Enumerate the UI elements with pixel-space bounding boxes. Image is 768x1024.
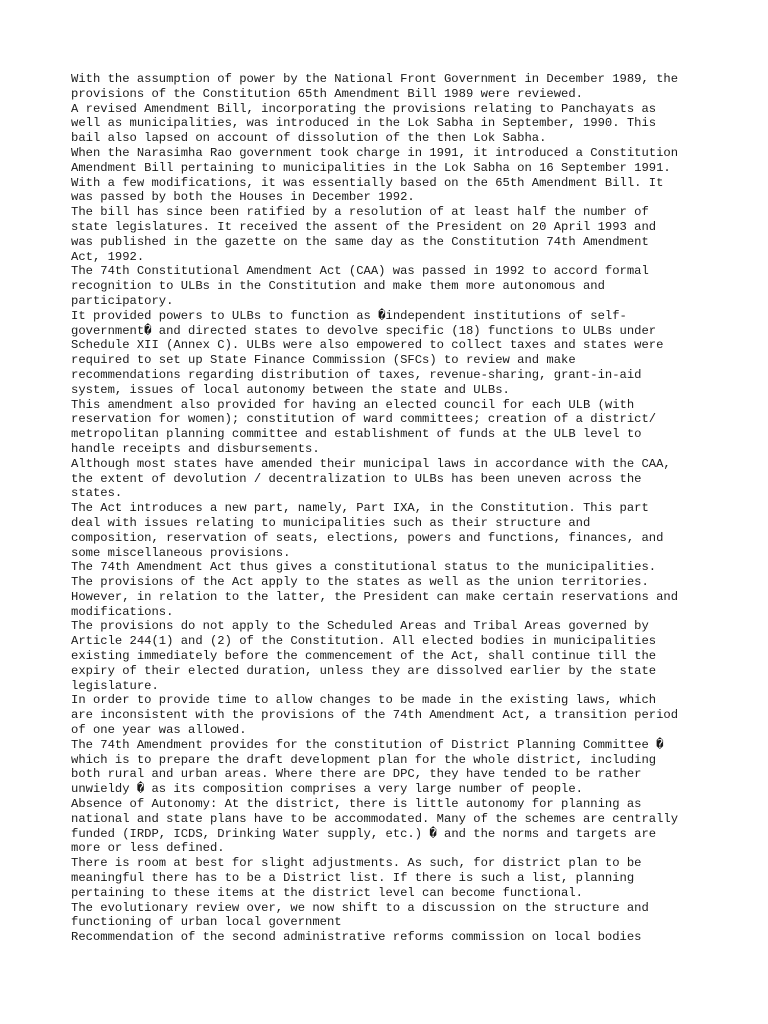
paragraph-narasimha-rao: When the Narasimha Rao government took charge in 1991, it introduced a Constitution Amendment Bill pertaining to municipalities in the Lok Sabha on 16 September 1991. With a few modifications, it was essentially based on the 65th Amendment Bill. It was passed by both the Houses in December 1992.	[71, 145, 679, 205]
paragraph-elected-council: This amendment also provided for having an elected council for each ULB (with reservation for women); constitution of ward committees; creation of a district/ metropolitan planning committee and establishment of funds at the ULB level to handle receipts and disbursements.	[71, 397, 657, 456]
paragraph-district-planning: The 74th Amendment provides for the constitution of District Planning Committee � which is to prepare the draft development plan for the whole district, including both rural and urban areas. Where there are DPC, they have tended to be rather unwieldy � as its composition comprises a very large number of people.	[71, 737, 664, 797]
paragraph-uneven-devolution: Although most states have amended their municipal laws in accordance with the CAA, the extent of devolution / decentralization to ULBs has been uneven across the states.	[71, 456, 671, 501]
paragraph-scheduled-areas: The provisions do not apply to the Scheduled Areas and Tribal Areas governed by Article 244(1) and (2) of the Constitution. All elected bodies in municipalities existing immediately before the commencement of the Act, shall continue till the expiry of their elected duration, unless they are dissolved earlier by the state legislature.	[71, 619, 657, 693]
paragraph-transition-period: In order to provide time to allow changes to be made in the existing laws, which are inconsistent with the provisions of the 74th Amendment Act, a transition period of one year was allowed.	[71, 693, 679, 738]
paragraph-74th-caa: The 74th Constitutional Amendment Act (CAA) was passed in 1992 to accord formal recognition to ULBs in the Constitution and make them more autonomous and participatory.	[71, 264, 649, 308]
paragraph-ulb-powers: It provided powers to ULBs to function as �independent institutions of self- government� and directed states to devolve specific (18) functions to ULBs under Schedule XII (Annex C). ULBs were also empowered to collect taxes and states were required to set up State Finance Commission (SFCs) to review and make recommendations regarding distribution of taxes, revenue-sharing, grant-in-aid system, issues of local autonomy between the state and ULBs.	[71, 308, 664, 397]
paragraph-evolutionary-review: The evolutionary review over, we now shift to a discussion on the structure and functioning of urban local government	[71, 900, 649, 930]
paragraph-slight-adjustments: There is room at best for slight adjustments. As such, for district plan to be meaningful there has to be a District list. If there is such a list, planning pertaining to these items at the district level can become functional.	[71, 856, 642, 900]
paragraph-recommendation-heading: Recommendation of the second administrative reforms commission on local bodies	[71, 930, 642, 945]
paragraph-revised-bill: A revised Amendment Bill, incorporating the provisions relating to Panchayats as well as municipalities, was introduced in the Lok Sabha in September, 1990. This bail also lapsed on account of dissolution of the then Lok Sabha.	[71, 101, 657, 146]
document-page	[71, 72, 711, 945]
paragraph-national-front: With the assumption of power by the National Front Government in December 1989, the provisions of the Constitution 65th Amendment Bill 1989 were reviewed.	[71, 72, 679, 101]
paragraph-constitutional-status: The 74th Amendment Act thus gives a constitutional status to the municipalities. The provisions of the Act apply to the states as well as the union territories. However, in relation to the latter, the President can make certain reservations and modifications.	[71, 560, 679, 619]
paragraph-absence-autonomy: Absence of Autonomy: At the district, there is little autonomy for planning as national and state plans have to be accommodated. Many of the schemes are centrally funded (IRDP, ICDS, Drinking Water supply, etc.) � and the norms and targets are more or less defined.	[71, 797, 679, 856]
paragraph-ratification: The bill has since been ratified by a resolution of at least half the number of state legislatures. It received the assent of the President on 20 April 1993 and was published in the gazette on the same day as the Constitution 74th Amendment Act, 1992.	[71, 205, 657, 264]
paragraph-part-ixa: The Act introduces a new part, namely, Part IXA, in the Constitution. This part deal with issues relating to municipalities such as their structure and composition, reservation of seats, elections, powers and functions, finances, and some miscellaneous provisions.	[71, 501, 664, 560]
